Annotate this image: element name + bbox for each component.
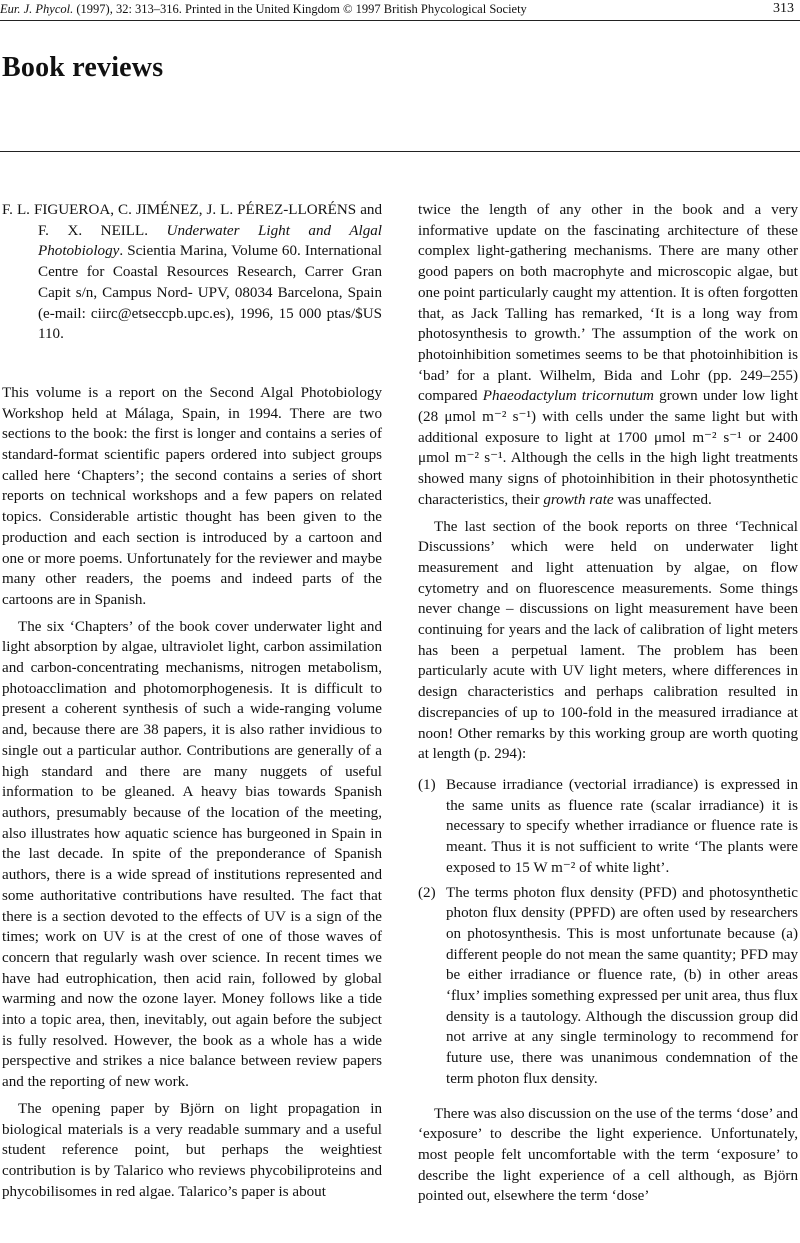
paragraph-text: grown under low light (28 μmol m⁻² s⁻¹) with cells under the same light but with additional exposure to light at 1700 μmol m⁻² s⁻¹ or 2400 μmol m⁻² s⁻¹. Although the cells in the high light treatments showed many signs of photoinhibition in their photosynthetic characteristics, their bbox=[418, 388, 799, 508]
review-paragraph bbox=[418, 200, 798, 511]
item-text: Because irradiance (vectorial irradiance) is expressed in the same units as fluence rate (scalar irradiance) it is necessary to specify whether irradiance or fluence rate is meant. Thus it is not sufficient to write ‘The plants were exposed to 15 W m⁻² of white light’. bbox=[446, 776, 798, 876]
section-title: Book reviews bbox=[2, 52, 164, 83]
running-head bbox=[0, 0, 800, 20]
quoted-item bbox=[418, 775, 798, 879]
running-head-citation bbox=[0, 0, 527, 18]
item-number: (2) bbox=[418, 884, 436, 901]
title-rule bbox=[0, 151, 800, 152]
review-paragraph: The six ‘Chapters’ of the book cover underwater light and light absorption by algae, ultraviolet light, carbon assimilation and carbon-concentrating mechanisms, nitrogen metabolism, photoacclimation and photomorphogenesis. It is difficult to present a coherent synthesis of such a wide-ranging volume and, because there are 38 papers, it is also rather invidious to single out a particular author. Contributions are generally of a high standard and there are many nuggets of useful information to be gleaned. A heavy bias towards Spanish authors, presumably because of the location of the meeting, also illustrates how aquatic science has burgeoned in Spain in the last decade. In spite of the preponderance of Spanish authors, there is a wide spread of institutions represented and some authoritative contributions have resulted. The fact that there is a section devoted to the effects of UV is a sign of the times; work on UV is at the crest of one of those waves of concern that regularly wash over science. In recent times we have had eutrophication, then acid rain, followed by global warming and now the ozone layer. Money follows like a tide into a topic area, then, inevitably, out again before the subject is fully resolved. However, the book as a whole has a wide perspective and strikes a nice balance between review papers and the reporting of new work. bbox=[2, 618, 382, 1091]
paragraph-text: was unaffected. bbox=[613, 491, 712, 508]
book-citation bbox=[2, 200, 382, 345]
page-number: 313 bbox=[773, 1, 794, 16]
quoted-item bbox=[418, 883, 798, 1090]
emphasis-text: growth rate bbox=[543, 491, 614, 508]
journal-name: Eur. J. Phycol. bbox=[0, 2, 74, 16]
header-rule bbox=[0, 20, 800, 21]
item-text: The terms photon flux density (PFD) and photosynthetic photon flux density (PPFD) are often used by researchers on photosynthesis. This is most unfortunate because (a) different people do not mean the same quantity; PFD may be either irradiance or fluence rate, (b) in other areas ‘flux’ implies something expressed per unit area, thus flux density is a tautology. Although the discussion group did not arrive at any single terminology to recommend for future use, there was unanimous condemnation of the term photon flux density. bbox=[446, 884, 798, 1087]
paragraph-text: twice the length of any other in the book and a very informative update on the fascinating architecture of these complex light-gathering mechanisms. There are many other good papers on both macrophyte and microscopic algae, but one point particularly caught my attention. It is often forgotten that, as Jack Talling has remarked, ‘It is a long way from photosynthesis to growth.’ The assumption of the work on photoinhibition sometimes seems to be that photoinhibition is ‘bad’ for a plant. Wilhelm, Bida and Lohr (pp. 249–255) compared bbox=[418, 202, 798, 405]
book-authors: F. L. FIGUEROA, C. JIMÉNEZ, J. L. PÉREZ-LLORÉNS and F. X. NEILL. bbox=[2, 202, 382, 239]
review-paragraph: There was also discussion on the use of the terms ‘dose’ and ‘exposure’ to describe the light experience. Unfortunately, most people felt uncomfortable with the term ‘exposure’ to describe the light experience of a cell although, as Björn pointed out, elsewhere the term ‘dose’ bbox=[418, 1105, 798, 1205]
quoted-list bbox=[418, 775, 798, 1090]
review-paragraph: The last section of the book reports on three ‘Technical Discussions’ which were held on underwater light measurement and light attenuation by algae, on flow cytometry and on fluorescence measurements. Some things never change – discussions on light measurement have been continuing for years and the lack of calibration of light meters has been a perpetual lament. The problem has been particularly acute with UV light meters, where differences in design characteristics and perhaps calibration resulted in discrepancies of up to 100-fold in the measured irradiance at noon! Other remarks by this working group are worth quoting at length (p. 294): bbox=[418, 518, 798, 763]
species-name: Phaeodactylum tricornutum bbox=[482, 388, 654, 405]
book-details: . Scientia Marina, Volume 60. International Centre for Coastal Resources Research, Carrer Gran Capit s/n, Campus Nord- UPV, 08034 Barcelona, Spain (e-mail: ciirc@etseccpb.upc.es), 1996, 15 000 ptas/$US 110. bbox=[38, 243, 382, 343]
book-title: Underwater Light and Algal Photobiology bbox=[38, 222, 382, 260]
running-head-details: (1997), 32: 313–316. Printed in the United Kingdom © 1997 British Phycological Society bbox=[73, 2, 527, 16]
review-paragraph: The opening paper by Björn on light propagation in biological materials is a very readable summary and a useful student reference point, but perhaps the weightiest contribution is by Talarico who reviews phycobiliproteins and phycobilisomes in red algae. Talarico’s paper is about bbox=[2, 1100, 382, 1200]
left-column bbox=[2, 200, 382, 1202]
right-column bbox=[418, 200, 798, 1207]
review-paragraph: This volume is a report on the Second Algal Photobiology Workshop held at Málaga, Spain, in 1994. There are two sections to the book: the first is longer and contains a series of standard-format scientific papers ordered into subject groups called here ‘Chapters’; the second contains a series of short reports on technical workshops and a few papers on related topics. Considerable artistic thought has been given to the production and each section is introduced by a cartoon and one or more poems. Unfortunately for the reviewer and maybe many other readers, the poems and indeed parts of the cartoons are in Spanish. bbox=[2, 384, 382, 608]
item-number: (1) bbox=[418, 776, 436, 793]
